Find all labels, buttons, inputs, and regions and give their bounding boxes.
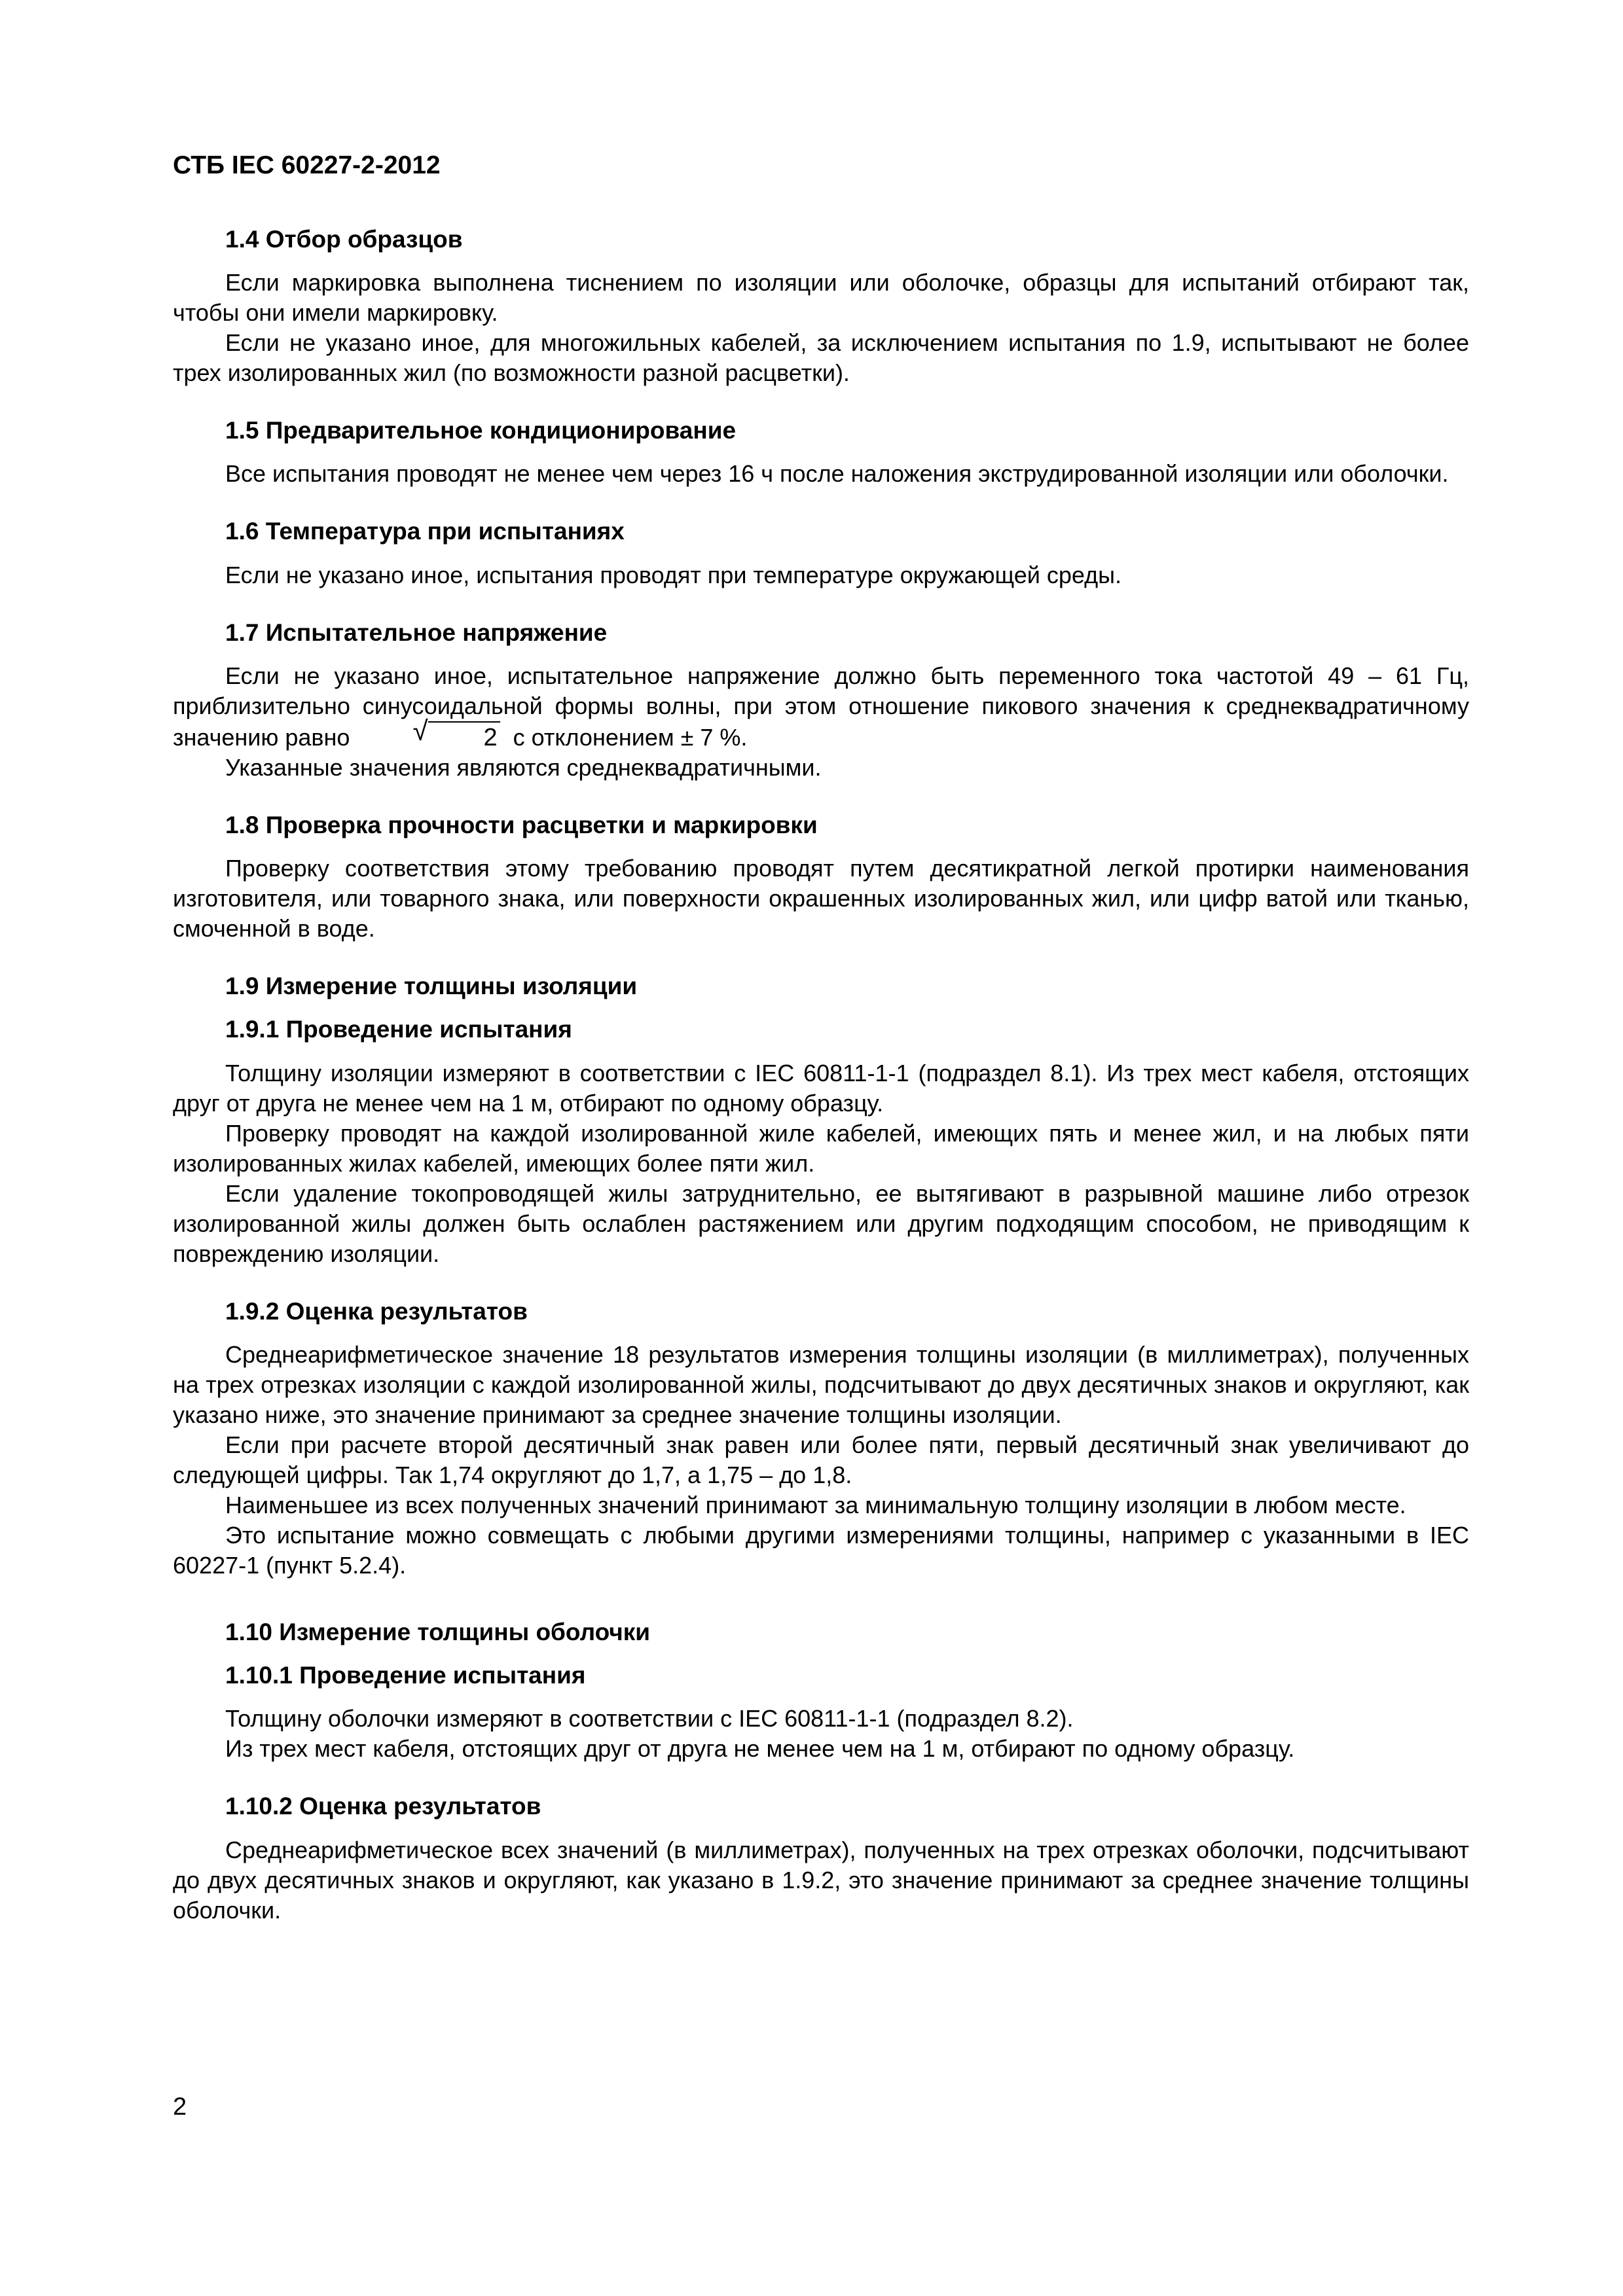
section-heading-1-4: 1.4 Отбор образцов [225,225,463,253]
section-1-7-text-before-formula: Если не указано иное, испытательное напряжение должно быть переменного тока частотой 49 – 61 Гц, приблизительно синусоидальной формы волны, при этом отношение пикового значения к среднеквадратичному значению равно [173,662,1469,751]
section-heading-1-9-1: 1.9.1 Проведение испытания [225,1016,572,1043]
section-heading-1-7: 1.7 Испытательное напряжение [225,619,608,646]
section-1-8-paragraph-1: Проверку соответствия этому требованию проводят путем десятикратной легкой протирки наименования изготовителя, или товарного знака, или поверхности окрашенных изолированных жил, или цифр ватой или тканью, смоченной в воде. [173,855,1469,942]
section-1-6-paragraph-1: Если не указано иное, испытания проводят при температуре окружающей среды. [225,561,1122,588]
section-1-9-1-paragraph-1: Толщину изоляции измеряют в соответствии с IEC 60811-1-1 (подраздел 8.1). Из трех мест кабеля, отстоящих друг от друга не менее чем на 1 м, отбирают по одному образцу. [173,1059,1469,1117]
section-heading-1-10-1: 1.10.1 Проведение испытания [225,1662,586,1689]
section-heading-1-5: 1.5 Предварительное кондиционирование [225,417,737,444]
section-1-9-2-paragraph-4: Это испытание можно совмещать с любыми другими измерениями толщины, например с указанными в IEC 60227-1 (пункт 5.2.4). [173,1521,1469,1579]
section-heading-1-8: 1.8 Проверка прочности расцветки и маркировки [225,811,818,838]
section-1-7-paragraph-1 [173,661,1469,753]
section-1-10-1-paragraph-2: Из трех мест кабеля, отстоящих друг от друга не менее чем на 1 м, отбирают по одному образцу. [225,1735,1295,1763]
section-1-9-2-paragraph-3: Наименьшее из всех полученных значений принимают за минимальную толщину изоляции в любом месте. [225,1491,1406,1518]
section-heading-1-9-2: 1.9.2 Оценка результатов [225,1297,528,1325]
section-1-9-2-paragraph-2: Если при расчете второй десятичный знак равен или более пяти, первый десятичный знак увеличивают до следующей цифры. Так 1,74 округляют до 1,7, а 1,75 – до 1,8. [173,1431,1469,1488]
section-1-9-1-paragraph-2: Проверку проводят на каждой изолированной жиле кабелей, имеющих пять и менее жил, и на любых пяти изолированных жилах кабелей, имеющих более пяти жил. [173,1119,1469,1177]
section-heading-1-10-2: 1.10.2 Оценка результатов [225,1793,541,1820]
document-code-header: СТБ IEC 60227-2-2012 [173,151,441,179]
square-root-radicand: 2 [428,721,500,753]
page-number: 2 [173,2093,187,2121]
section-1-4-paragraph-1: Если маркировка выполнена тиснением по изоляции или оболочке, образцы для испытаний отбирают так, чтобы они имели маркировку. [173,269,1469,327]
section-1-10-1-paragraph-1: Толщину оболочки измеряют в соответствии с IEC 60811-1-1 (подраздел 8.2). [225,1705,1074,1732]
document-page [173,151,1469,1926]
section-1-4-paragraph-2: Если не указано иное, для многожильных кабелей, за исключением испытания по 1.9, испытывают не более трех изолированных жил (по возможности разной расцветки). [173,329,1469,387]
section-1-9-1-paragraph-3: Если удаление токопроводящей жилы затруднительно, ее вытягивают в разрывной машине либо отрезок изолированной жилы должен быть ослаблен растяжением или другим подходящим способом, не приводящим к повреждению изоляции. [173,1179,1469,1267]
section-heading-1-6: 1.6 Температура при испытаниях [225,518,625,545]
section-heading-1-9: 1.9 Измерение толщины изоляции [225,973,638,1000]
section-heading-1-10: 1.10 Измерение толщины оболочки [225,1618,651,1645]
section-1-9-2-paragraph-1: Среднеарифметическое значение 18 результатов измерения толщины изоляции (в миллиметрах), полученных на трех отрезках изоляции с каждой изолированной жилы, подсчитывают до двух десятичных знаков и округляют, как указано ниже, это значение принимают за среднее значение толщины изоляции. [173,1340,1469,1428]
section-1-10-2-paragraph-1: Среднеарифметическое всех значений (в миллиметрах), полученных на трех отрезках оболочки, подсчитывают до двух десятичных знаков и округляют, как указано в 1.9.2, это значение принимают за среднее значение толщины оболочки. [173,1836,1469,1924]
section-1-7-text-after-formula: с отклонением ± 7 %. [513,723,748,751]
square-root-formula [360,715,500,753]
section-1-7-paragraph-2: Указанные значения являются среднеквадратичными. [225,753,822,781]
section-1-5-paragraph-1: Все испытания проводят не менее чем через 16 ч после наложения экструдированной изоляции или оболочки. [225,460,1449,488]
square-root-sign: √ [412,715,428,746]
